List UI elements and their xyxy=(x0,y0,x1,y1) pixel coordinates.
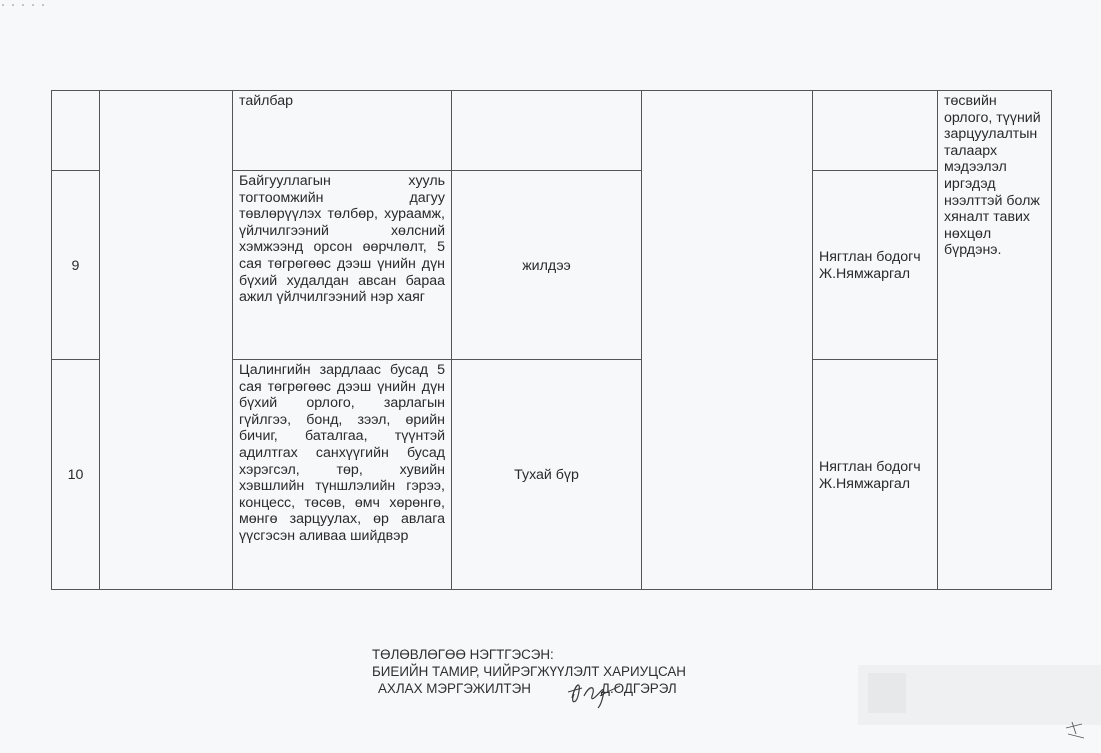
responsible-cell xyxy=(813,91,938,171)
row-number-cell: 10 xyxy=(52,360,100,590)
approver-title: АХЛАХ МЭРГЭЖИЛТЭН xyxy=(378,681,531,696)
row-number-cell xyxy=(52,91,100,171)
frequency-cell: жилдээ xyxy=(452,171,642,360)
faded-stamp xyxy=(858,665,1101,725)
blank-cell xyxy=(642,91,813,590)
description-cell: Цалингийн зардлаас бусад 5 сая төгрөгөөс дээш үнийн дүн бүхий орлого, зарлагын гүйлгээ, бонд, зээл, өрийн бичиг, баталгаа, түүнтэй адилтгах санхүүгийн бусад хэрэгсэл, төр, хувийн хэвшлийн түншлэлийн гэрээ, концесс, төсөв, өмч хөрөнгө, мөнгө зарцуулах, өр авлага үүсгэсэн аливаа шийдвэр xyxy=(233,360,452,590)
plan-table xyxy=(51,90,1052,590)
description-cell: Байгууллагын хууль тогтоомжийн дагуу төвлөрүүлэх төлбөр, хураамж, үйлчилгээний хөлсний хэмжээнд орсон өөрчлөлт, 5 сая төгрөгөөс дээш үнийн дүн бүхий худалдан авсан бараа ажил үйлчилгээний нэр хаяг xyxy=(233,171,452,360)
description-cell: тайлбар xyxy=(233,91,452,171)
note-cell: төсвийн орлого, түүний зарцуулалтын талаарх мэдээлэл иргэдэд нээлттэй болж хяналт тавих нөхцөл бүрдэнэ. xyxy=(938,91,1052,590)
corner-pen-mark xyxy=(1064,718,1086,740)
handwritten-signature xyxy=(562,674,624,710)
frequency-cell: Тухай бүр xyxy=(452,360,642,590)
responsible-cell: Нягтлан бодогч Ж.Нямжаргал xyxy=(813,171,938,360)
approver-title-line xyxy=(372,680,686,697)
row-number-cell: 9 xyxy=(52,171,100,360)
approver-position: БИЕИЙН ТАМИР, ЧИЙРЭГЖҮҮЛЭЛТ ХАРИУЦСАН xyxy=(372,664,686,679)
approval-heading: ТӨЛӨВЛӨГӨӨ НЭГТГЭСЭН: xyxy=(372,647,554,662)
frequency-cell xyxy=(452,91,642,171)
approval-block xyxy=(372,646,686,697)
responsible-cell: Нягтлан бодогч Ж.Нямжаргал xyxy=(813,360,938,590)
table-row xyxy=(52,91,1052,171)
scan-dots xyxy=(0,2,48,8)
approver-name: Д.ОДГЭРЭЛ xyxy=(600,681,677,696)
faded-stamp-mark xyxy=(868,673,906,713)
section-cell xyxy=(100,91,233,590)
